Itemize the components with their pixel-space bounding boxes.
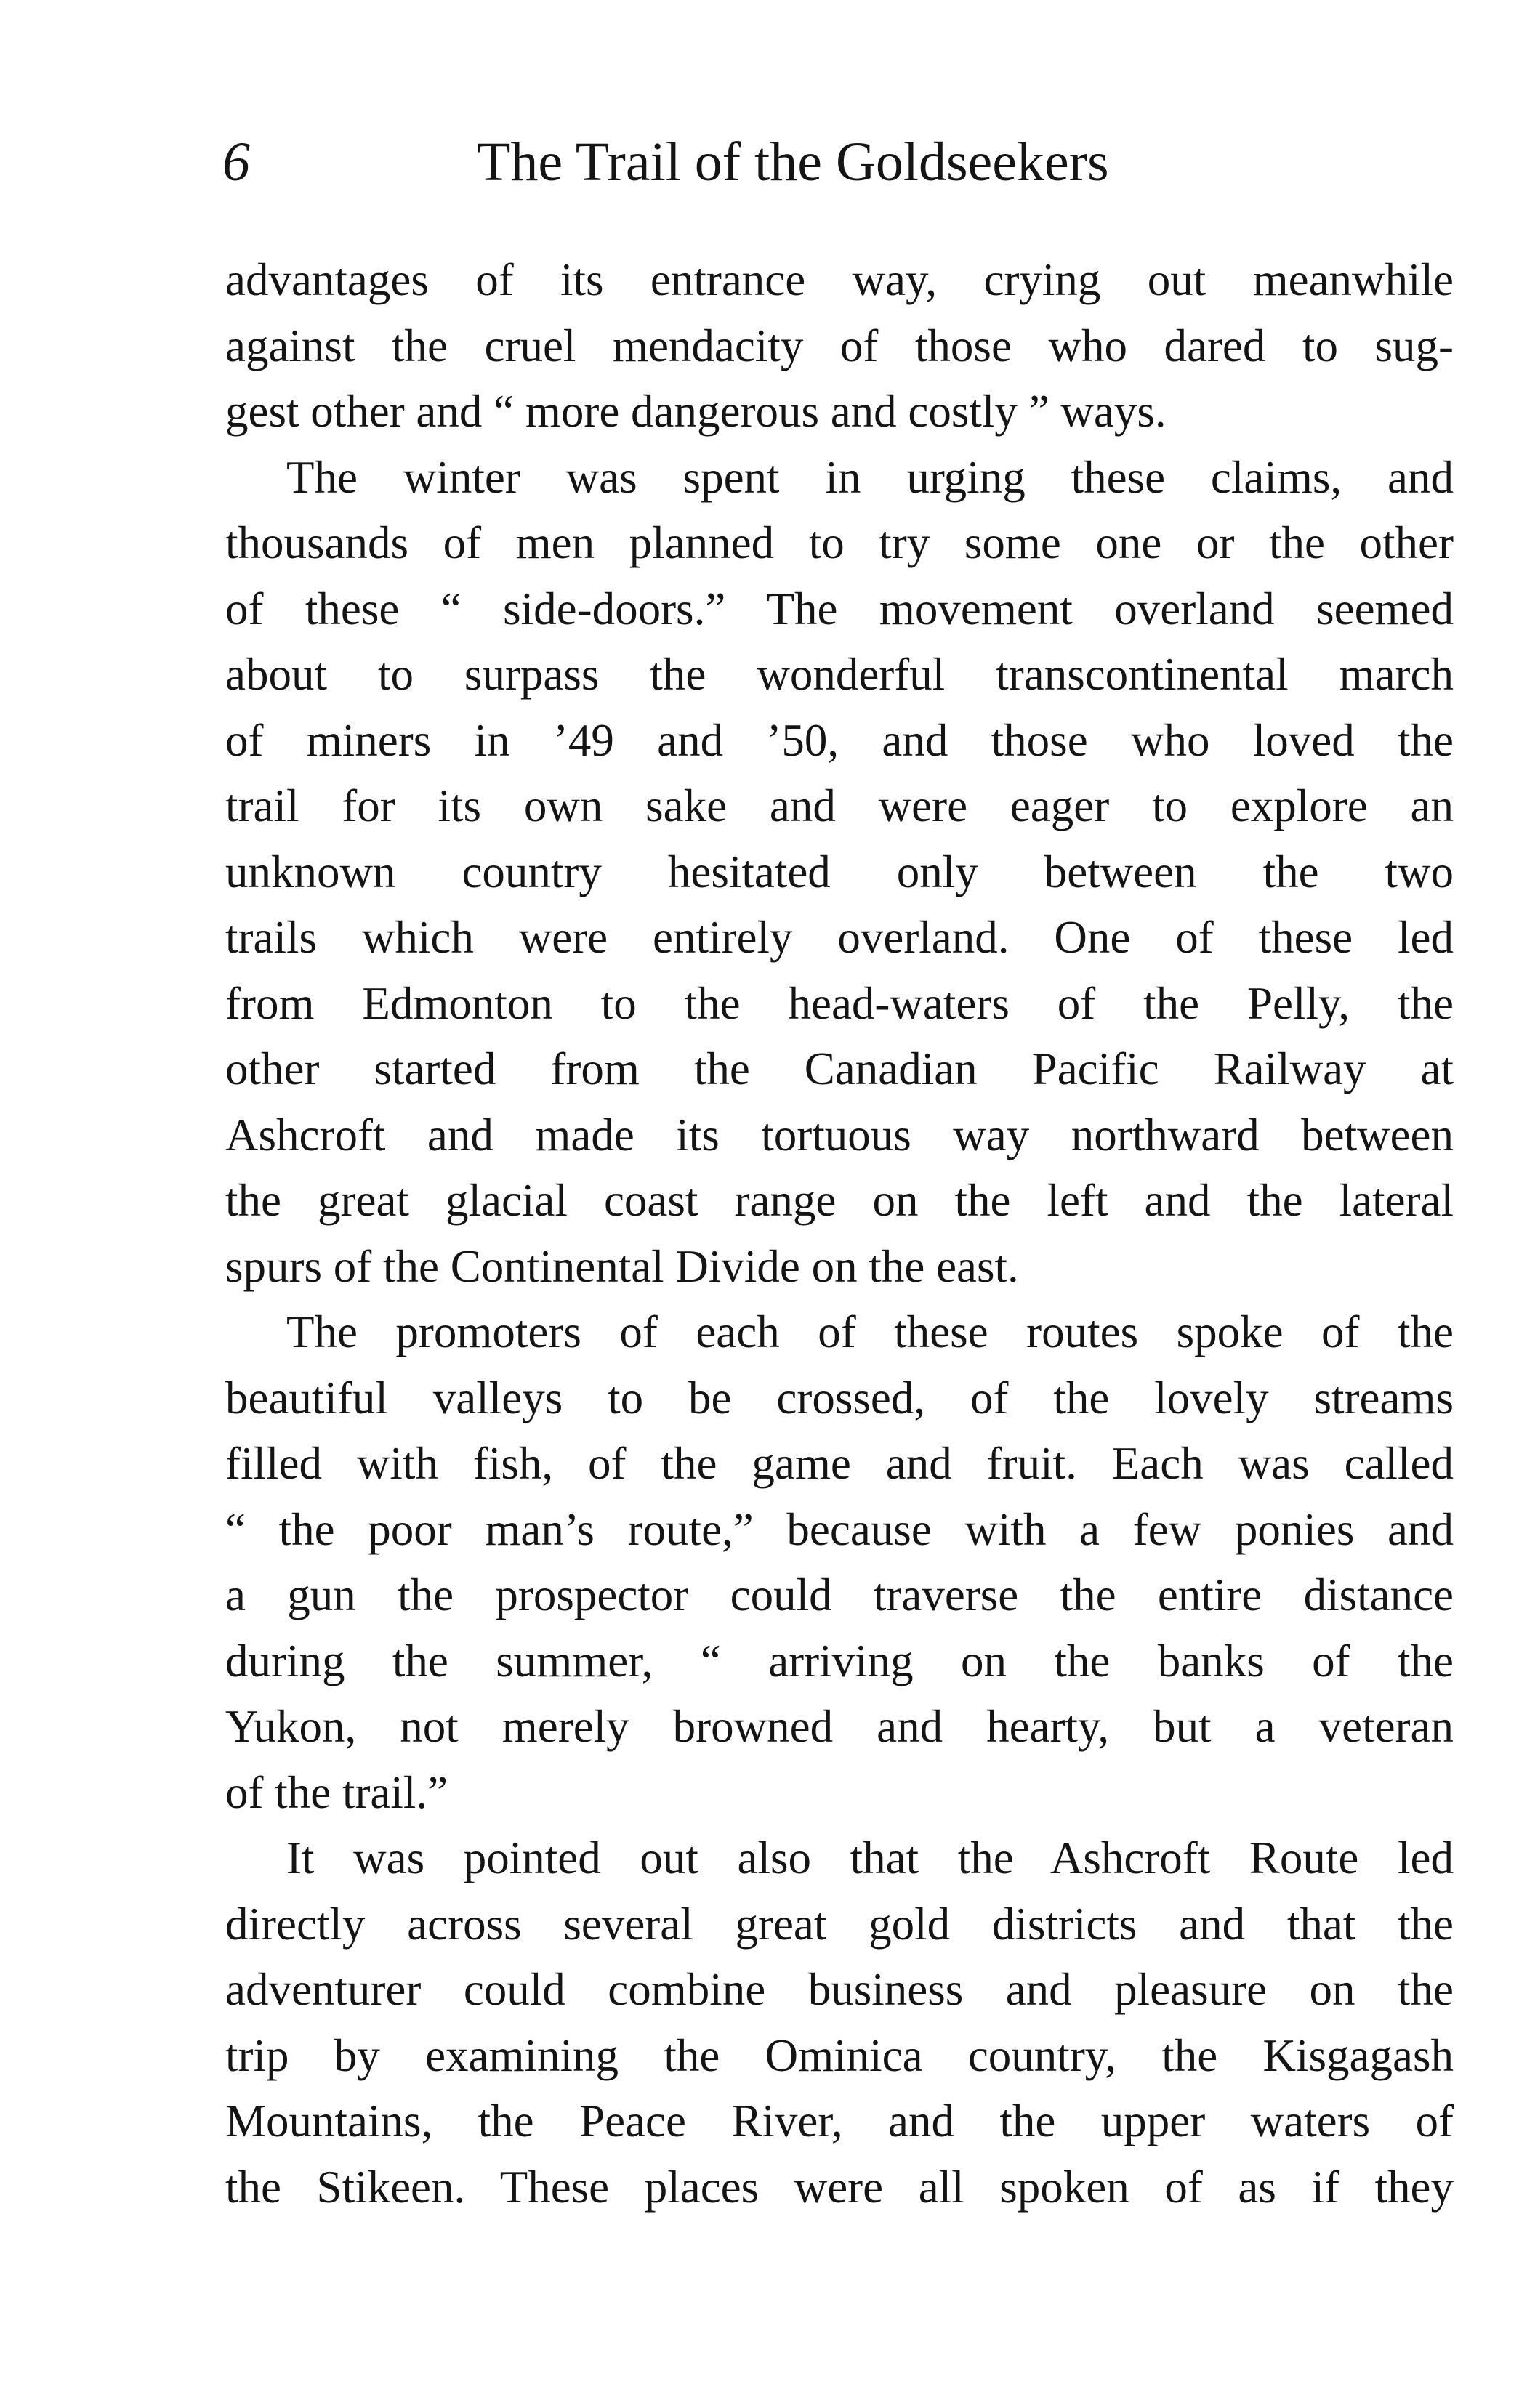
paragraph-winter-claims	[225, 445, 1454, 1300]
text-line: from Edmonton to the head-waters of the Pelly, the	[225, 977, 1454, 1029]
text-line: advantages of its entrance way, crying out meanwhile	[225, 254, 1454, 305]
paragraph-ashcroft-route	[225, 1825, 1454, 2220]
text-line: the great glacial coast range on the left and the lateral	[225, 1175, 1454, 1226]
text-line: of the trail.”	[225, 1766, 448, 1818]
running-title: The Trail of the Goldseekers	[477, 132, 1109, 193]
text-line: a gun the prospector could traverse the entire distance	[225, 1569, 1454, 1620]
text-line: of these “ side-doors.” The movement overland seemed	[225, 583, 1454, 634]
text-line: other started from the Canadian Pacific Railway at	[225, 1043, 1454, 1094]
body-text	[225, 247, 1454, 2220]
text-line: Mountains, the Peace River, and the upper waters of	[225, 2096, 1454, 2146]
text-line: trip by examining the Ominica country, the Kisgagash	[225, 2029, 1454, 2081]
text-line: of miners in ’49 and ’50, and those who loved the	[225, 714, 1454, 766]
text-line: It was pointed out also that the Ashcroft Route led	[286, 1833, 1454, 1883]
page-number: 6	[222, 132, 250, 193]
text-line: gest other and “ more dangerous and costly ” ways.	[225, 386, 1167, 437]
text-line: filled with fish, of the game and fruit. Each was called	[225, 1438, 1454, 1489]
text-line: The winter was spent in urging these claims, and	[286, 451, 1454, 503]
paragraph-promoters	[225, 1299, 1454, 1825]
text-line: directly across several great gold districts and that the	[225, 1898, 1454, 1950]
text-line: Ashcroft and made its tortuous way northward between	[225, 1109, 1454, 1160]
text-line: trail for its own sake and were eager to explore an	[225, 780, 1454, 831]
running-head	[222, 122, 1458, 202]
text-line: The promoters of each of these routes spoke of the	[286, 1306, 1454, 1357]
text-line: beautiful valleys to be crossed, of the lovely streams	[225, 1372, 1454, 1423]
text-line: trails which were entirely overland. One of these led	[225, 912, 1454, 963]
text-line: “ the poor man’s route,” because with a few ponies and	[225, 1503, 1454, 1555]
text-line: thousands of men planned to try some one or the other	[225, 517, 1454, 568]
paragraph-continued	[225, 247, 1454, 445]
text-line: about to surpass the wonderful transcontinental march	[225, 649, 1454, 700]
text-line: against the cruel mendacity of those who dared to sug-	[225, 320, 1454, 371]
text-line: unknown country hesitated only between the two	[225, 846, 1454, 897]
text-line: adventurer could combine business and pleasure on the	[225, 1964, 1454, 2015]
text-line: Yukon, not merely browned and hearty, but a veteran	[225, 1701, 1454, 1752]
text-line: during the summer, “ arriving on the banks of the	[225, 1635, 1454, 1686]
text-line: spurs of the Continental Divide on the east.	[225, 1240, 1019, 1292]
text-line: the Stikeen. These places were all spoken of as if they	[225, 2161, 1454, 2213]
